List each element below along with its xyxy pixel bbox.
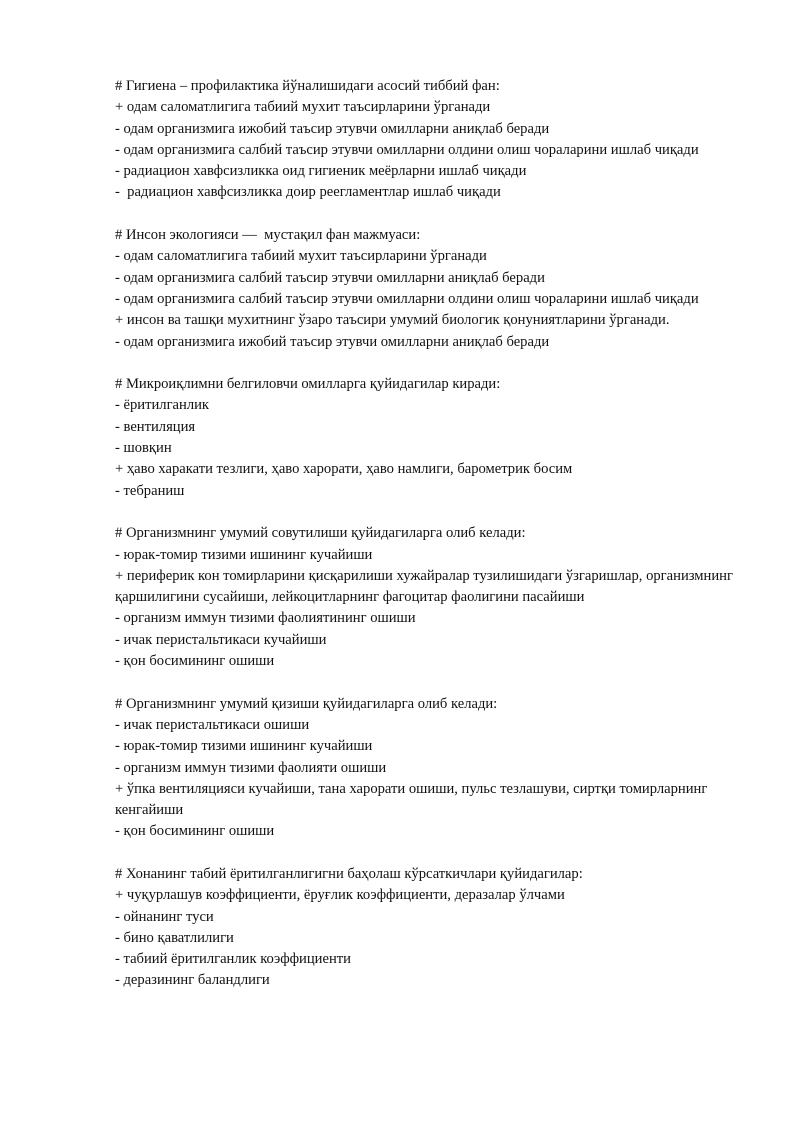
question-text: # Микроиқлимни белгиловчи омилларга қуйидагилар киради: bbox=[115, 376, 501, 393]
question-block-2 bbox=[115, 225, 755, 353]
question-block-5 bbox=[115, 694, 755, 843]
answer-option: - юрак-томир тизими ишининг кучайиши bbox=[115, 546, 373, 563]
document-page bbox=[115, 76, 755, 1013]
answer-option: - қон босимининг ошиши bbox=[115, 823, 275, 840]
answer-option: - табиий ёритилганлик коэффициенти bbox=[115, 951, 351, 968]
answer-option: - одам организмига салбий таъсир этувчи омилларни олдини олиш чораларини ишлаб чиқади bbox=[115, 141, 699, 158]
question-text: # Хонанинг табий ёритилганлигигни баҳолаш кўрсаткичлари қуйидагилар: bbox=[115, 865, 583, 882]
answer-option: + чуқурлашув коэффициенти, ёруғлик коэффициенти, деразалар ўлчами bbox=[115, 887, 565, 904]
answer-option: + одам саломатлигига табиий мухит таъсирларини ўрганади bbox=[115, 99, 491, 116]
answer-option: - одам саломатлигига табиий мухит таъсирларини ўрганади bbox=[115, 248, 487, 265]
answer-option: + ўпка вентиляцияси кучайиши, тана харорати ошиши, пульс тезлашуви, сиртқи томирларнинг кенгайиши bbox=[115, 780, 711, 819]
answer-option: - организм иммун тизими фаолиятининг ошиши bbox=[115, 610, 416, 627]
answer-option: + периферик кон томирларини қисқарилиши хужайралар тузилишидаги ўзгаришлар, организмнинг қаршилигини сусайиши, лейкоцитларнинг фагоцитар фаолигини пасайиши bbox=[115, 567, 737, 606]
answer-option: + ҳаво харакати тезлиги, ҳаво харорати, ҳаво намлиги, барометрик босим bbox=[115, 461, 573, 478]
answer-option: - ичак перистальтикаси кучайиши bbox=[115, 631, 327, 648]
answer-option: - одам организмига ижобий таъсир этувчи омилларни аниқлаб беради bbox=[115, 333, 550, 350]
question-text: # Организмнинг умумий қизиши қуйидагиларга олиб келади: bbox=[115, 695, 498, 712]
question-block-1 bbox=[115, 76, 755, 204]
answer-option: - одам организмига ижобий таъсир этувчи омилларни аниқлаб беради bbox=[115, 120, 550, 137]
question-text: # Организмнинг умумий совутилиши қуйидагиларга олиб келади: bbox=[115, 525, 526, 542]
answer-option: - вентиляция bbox=[115, 418, 196, 435]
answer-option: + инсон ва ташқи мухитнинг ўзаро таъсири умумий биологик қонуниятларини ўрганади. bbox=[115, 312, 670, 329]
question-block-6 bbox=[115, 864, 755, 992]
question-block-3 bbox=[115, 374, 755, 502]
answer-option: - организм иммун тизими фаолияти ошиши bbox=[115, 759, 387, 776]
question-block-4 bbox=[115, 523, 755, 672]
answer-option: - радиацион хавфсизликка оид гигиеник меёрларни ишлаб чиқади bbox=[115, 163, 527, 180]
answer-option: - шовқин bbox=[115, 440, 172, 457]
question-text: # Гигиена – профилактика йўналишидаги асосий тиббий фан: bbox=[115, 78, 500, 94]
answer-option: - деразининг баландлиги bbox=[115, 972, 270, 989]
answer-option: - радиацион хавфсизликка доир реегламентлар ишлаб чиқади bbox=[115, 184, 501, 201]
answer-option: - ойнанинг туси bbox=[115, 908, 214, 925]
answer-option: - қон босимининг ошиши bbox=[115, 653, 275, 670]
answer-option: - одам организмига салбий таъсир этувчи омилларни аниқлаб беради bbox=[115, 269, 545, 286]
answer-option: - бино қаватлилиги bbox=[115, 929, 234, 946]
answer-option: - ёритилганлик bbox=[115, 397, 210, 414]
answer-option: - одам организмига салбий таъсир этувчи омилларни олдини олиш чораларини ишлаб чиқади bbox=[115, 290, 699, 307]
answer-option: - юрак-томир тизими ишининг кучайиши bbox=[115, 738, 373, 755]
answer-option: - ичак перистальтикаси ошиши bbox=[115, 716, 310, 733]
question-text: # Инсон экологияси — мустақил фан мажмуаси: bbox=[115, 227, 421, 244]
answer-option: - тебраниш bbox=[115, 482, 185, 499]
